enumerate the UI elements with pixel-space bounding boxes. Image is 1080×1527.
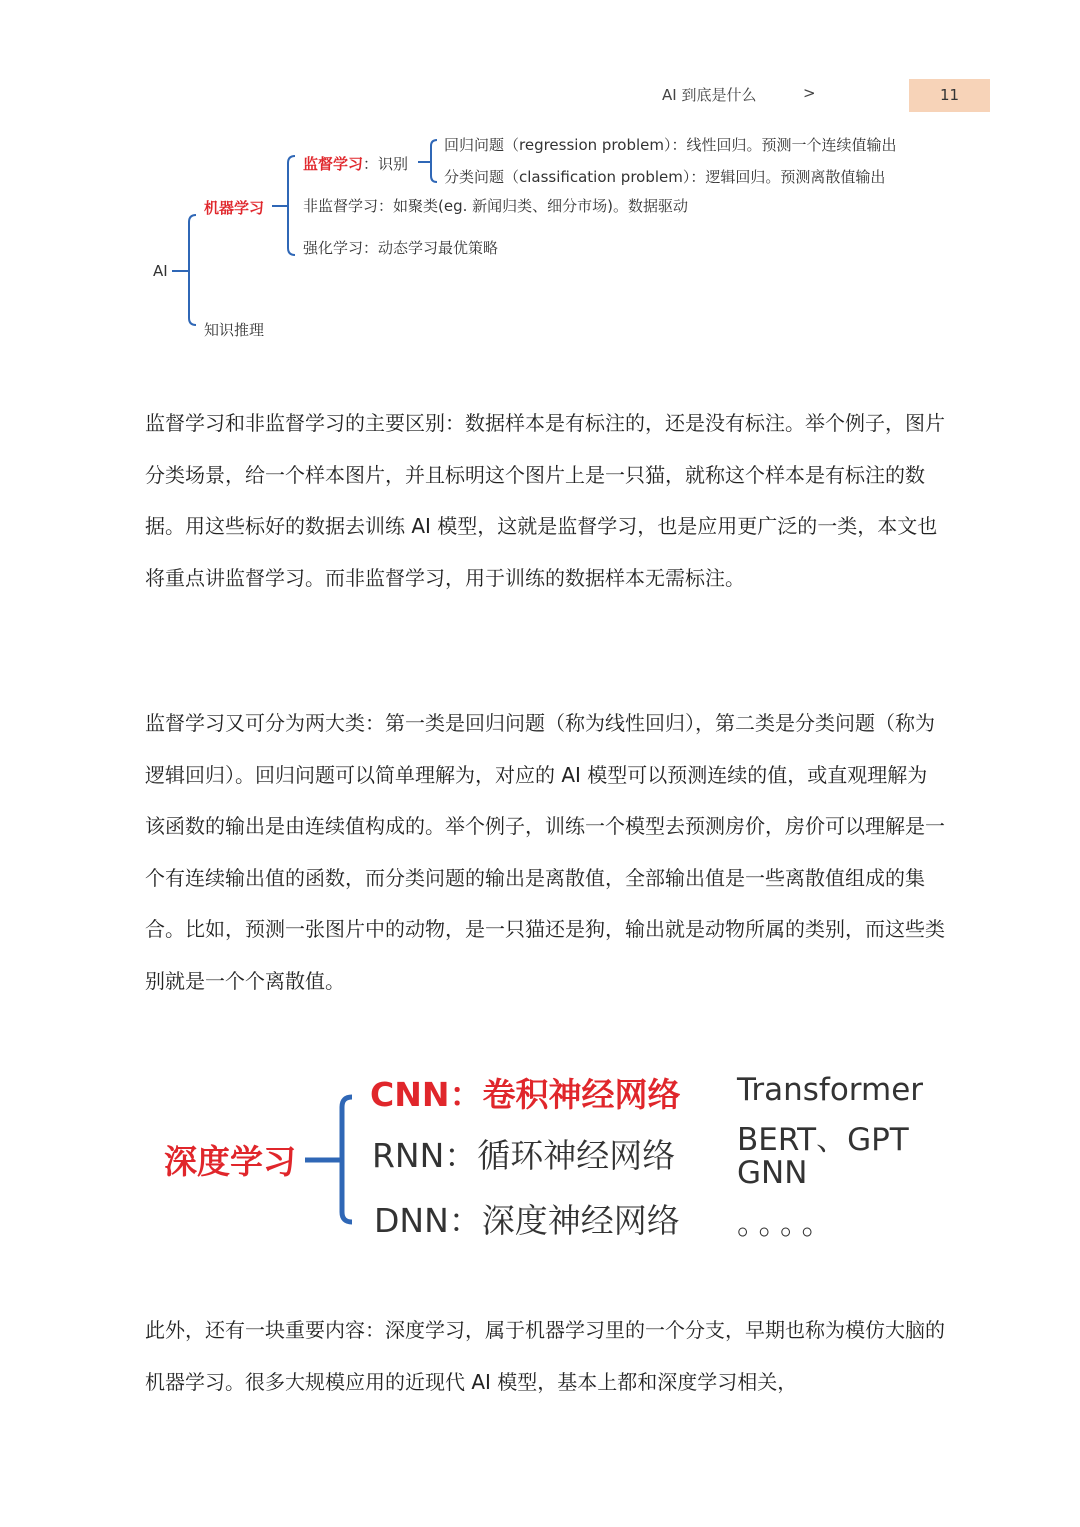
- mindmap-root: AI: [153, 262, 168, 280]
- paragraph-3: 此外，还有一块重要内容：深度学习，属于机器学习里的一个分支，早期也称为模仿大脑的机器学习。很多大规模应用的近现代 AI 模型，基本上都和深度学习相关，: [145, 1318, 945, 1394]
- page-header-title: AI 到底是什么: [662, 86, 757, 104]
- next-arrow-icon[interactable]: >: [803, 84, 816, 102]
- mindmap-regression: 回归问题（regression problem）：线性回归。预测一个连续值输出: [444, 136, 897, 154]
- dl-dnn: DNN：深度神经网络: [374, 1201, 680, 1240]
- mindmap-supervised-label: 监督学习: [303, 155, 364, 173]
- mindmap-reinforcement: 强化学习：动态学习最优策略: [303, 239, 499, 257]
- mindmap-classification: 分类问题（classification problem）：逻辑回归。预测离散值输出: [444, 168, 886, 186]
- deep-learning-title: 深度学习: [164, 1142, 296, 1181]
- paragraph-1: 监督学习和非监督学习的主要区别：数据样本是有标注的，还是没有标注。举个例子，图片分类场景，给一个样本图片，并且标明这个图片上是一只猫，就称这个样本是有标注的数据。用这些标好的数据去训练 AI 模型，这就是监督学习，也是应用更广泛的一类，本文也将重点讲监督学习。而非监督学习，用于训练的数据样本无需标注。: [145, 411, 945, 590]
- paragraph-2: 监督学习又可分为两大类：第一类是回归问题（称为线性回归），第二类是分类问题（称为逻辑回归）。回归问题可以简单理解为，对应的 AI 模型可以预测连续的值，或直观理解为该函数的输出是由连续值构成的。举个例子，训练一个模型去预测房价，房价可以理解是一个有连续输出值的函数，而分类问题的输出是离散值，全部输出值是一些离散值组成的集合。比如，预测一张图片中的动物，是一只猫还是狗，输出就是动物所属的类别，而这些类别就是一个个离散值。: [145, 711, 945, 993]
- mindmap-knowledge: 知识推理: [204, 321, 265, 339]
- mindmap-supervised: [303, 153, 408, 174]
- mindmap-supervised-suffix: ：识别: [363, 155, 409, 173]
- dl-other-transformer: Transformer: [737, 1072, 924, 1108]
- dl-other-ellipsis: 。。。。: [737, 1206, 839, 1242]
- dl-rnn: RNN：循环神经网络: [372, 1136, 676, 1175]
- dl-cnn: CNN：卷积神经网络: [370, 1075, 681, 1114]
- dl-other-gnn: GNN: [737, 1155, 808, 1191]
- mindmap-ml: 机器学习: [204, 199, 265, 217]
- dl-other-bert-gpt: BERT、GPT: [737, 1122, 909, 1158]
- page-number: 11: [909, 79, 990, 112]
- mindmap-unsupervised: 非监督学习：如聚类(eg. 新闻归类、细分市场)。数据驱动: [303, 197, 688, 215]
